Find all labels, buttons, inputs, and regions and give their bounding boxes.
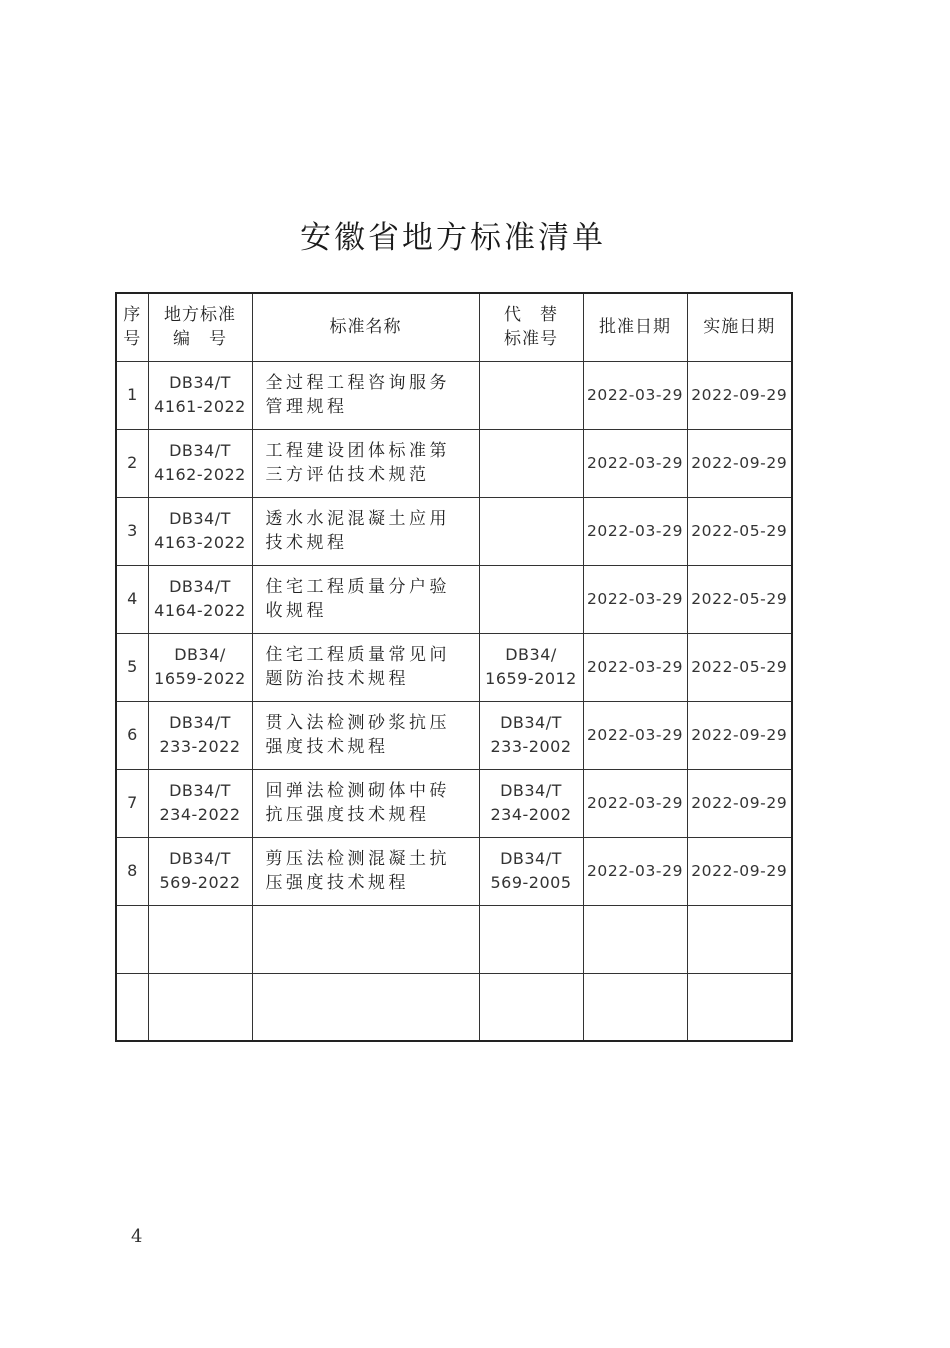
row-approve-date: 2022-03-29 (583, 701, 687, 769)
table-row (116, 769, 792, 837)
row-name: 回弹法检测砌体中砖 抗压强度技术规程 (252, 769, 479, 837)
row-approve-date: 2022-03-29 (583, 837, 687, 905)
row-code: DB34/T 4164-2022 (148, 565, 252, 633)
row-name: 透水水泥混凝土应用 技术规程 (252, 497, 479, 565)
row-seq: 2 (116, 429, 148, 497)
empty-cell (252, 973, 479, 1041)
page-title: 安徽省地方标准清单 (300, 220, 606, 256)
empty-cell (148, 973, 252, 1041)
row-implement-date: 2022-09-29 (687, 701, 792, 769)
empty-cell (116, 905, 148, 973)
empty-cell (116, 973, 148, 1041)
row-code: DB34/T 4163-2022 (148, 497, 252, 565)
header-seq: 序 号 (116, 293, 148, 361)
row-implement-date: 2022-09-29 (687, 769, 792, 837)
row-name: 贯入法检测砂浆抗压 强度技术规程 (252, 701, 479, 769)
empty-cell (479, 973, 583, 1041)
row-seq: 4 (116, 565, 148, 633)
row-approve-date: 2022-03-29 (583, 633, 687, 701)
row-implement-date: 2022-09-29 (687, 361, 792, 429)
standards-table (115, 292, 793, 1042)
empty-cell (583, 973, 687, 1041)
row-seq: 7 (116, 769, 148, 837)
row-seq: 3 (116, 497, 148, 565)
row-replace (479, 497, 583, 565)
row-seq: 1 (116, 361, 148, 429)
table-row (116, 361, 792, 429)
row-implement-date: 2022-05-29 (687, 633, 792, 701)
row-implement-date: 2022-05-29 (687, 565, 792, 633)
row-replace: DB34/T 569-2005 (479, 837, 583, 905)
row-seq: 6 (116, 701, 148, 769)
header-code: 地方标准 编 号 (148, 293, 252, 361)
row-name: 住宅工程质量常见问 题防治技术规程 (252, 633, 479, 701)
row-code: DB34/T 4161-2022 (148, 361, 252, 429)
table-row (116, 837, 792, 905)
row-name: 住宅工程质量分户验 收规程 (252, 565, 479, 633)
empty-cell (252, 905, 479, 973)
row-name: 剪压法检测混凝土抗 压强度技术规程 (252, 837, 479, 905)
row-code: DB34/T 4162-2022 (148, 429, 252, 497)
empty-cell (687, 973, 792, 1041)
table-row-empty (116, 905, 792, 973)
row-replace: DB34/T 233-2002 (479, 701, 583, 769)
row-implement-date: 2022-09-29 (687, 837, 792, 905)
row-implement-date: 2022-05-29 (687, 497, 792, 565)
row-replace (479, 361, 583, 429)
row-name: 全过程工程咨询服务 管理规程 (252, 361, 479, 429)
row-replace: DB34/ 1659-2012 (479, 633, 583, 701)
empty-cell (583, 905, 687, 973)
row-code: DB34/T 569-2022 (148, 837, 252, 905)
header-implement-date: 实施日期 (687, 293, 792, 361)
header-approve-date: 批准日期 (583, 293, 687, 361)
row-code: DB34/ 1659-2022 (148, 633, 252, 701)
table-row (116, 701, 792, 769)
row-code: DB34/T 233-2022 (148, 701, 252, 769)
table-row-empty (116, 973, 792, 1041)
table-row (116, 429, 792, 497)
row-implement-date: 2022-09-29 (687, 429, 792, 497)
empty-cell (687, 905, 792, 973)
table-row (116, 497, 792, 565)
row-replace (479, 429, 583, 497)
row-replace: DB34/T 234-2002 (479, 769, 583, 837)
header-name: 标准名称 (252, 293, 479, 361)
empty-cell (148, 905, 252, 973)
header-replace: 代 替 标准号 (479, 293, 583, 361)
row-approve-date: 2022-03-29 (583, 769, 687, 837)
empty-cell (479, 905, 583, 973)
row-code: DB34/T 234-2022 (148, 769, 252, 837)
row-replace (479, 565, 583, 633)
row-name: 工程建设团体标准第 三方评估技术规范 (252, 429, 479, 497)
row-seq: 8 (116, 837, 148, 905)
row-approve-date: 2022-03-29 (583, 429, 687, 497)
row-approve-date: 2022-03-29 (583, 497, 687, 565)
table-row (116, 565, 792, 633)
page-number: 4 (131, 1226, 143, 1247)
row-approve-date: 2022-03-29 (583, 361, 687, 429)
row-seq: 5 (116, 633, 148, 701)
table-row (116, 633, 792, 701)
row-approve-date: 2022-03-29 (583, 565, 687, 633)
table-header-row (116, 293, 792, 361)
